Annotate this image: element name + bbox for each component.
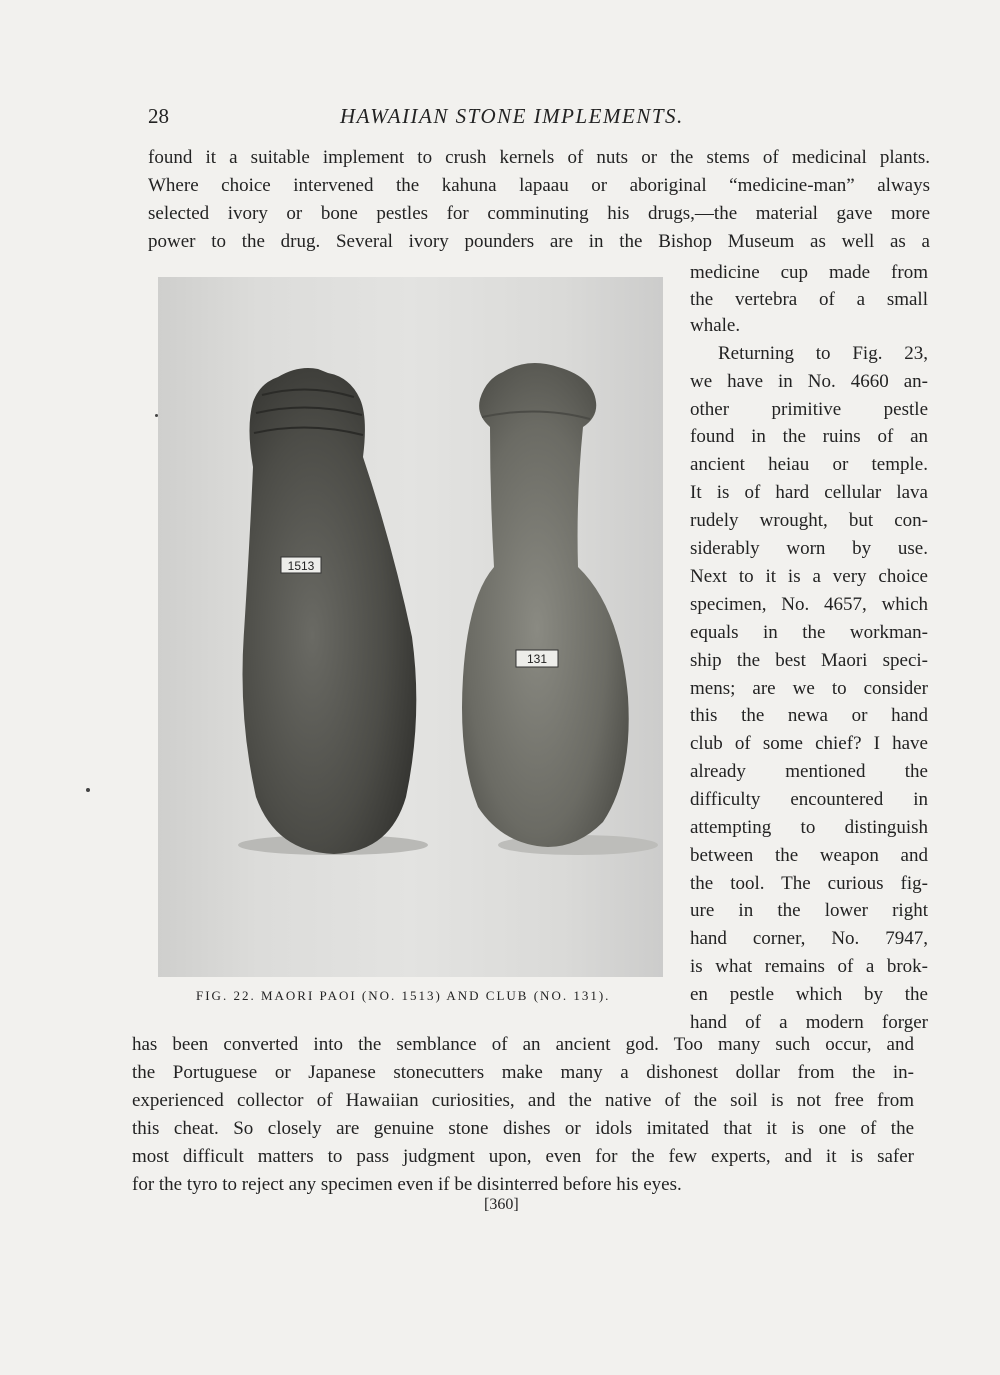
scan-speck: [86, 788, 90, 792]
text-line: the tool. The curious fig-: [690, 873, 928, 894]
figure-photograph: [158, 277, 663, 977]
text-line: club of some chief? I have: [690, 733, 928, 754]
text-line: ancient heiau or temple.: [690, 454, 928, 475]
text-line: mens; are we to consider: [690, 678, 928, 699]
text-line: difficulty encountered in: [690, 789, 928, 810]
text-line: found it a suitable implement to crush kernels of nuts or the stems of medicinal plants.: [148, 147, 930, 168]
text-line: this cheat. So closely are genuine stone dishes or idols imitated that it is one of the: [132, 1118, 914, 1139]
text-line: siderably worn by use.: [690, 538, 928, 559]
paoi-pestle-1513: [243, 368, 417, 854]
text-line: whale.: [690, 315, 741, 336]
scan-speck: [155, 414, 158, 417]
folio-number: [360]: [484, 1196, 519, 1213]
text-line: power to the drug. Several ivory pounders are in the Bishop Museum as well as a: [148, 231, 930, 252]
text-line: most difficult matters to pass judgment upon, even for the few experts, and it is safer: [132, 1146, 914, 1167]
text-line: hand corner, No. 7947,: [690, 928, 928, 949]
text-line: the Portuguese or Japanese stonecutters make many a dishonest dollar from the in-: [132, 1062, 914, 1083]
specimen-label-1513: 1513: [287, 559, 315, 573]
text-line: already mentioned the: [690, 761, 928, 782]
text-line: selected ivory or bone pestles for comminuting his drugs,—the material gave more: [148, 203, 930, 224]
text-line: has been converted into the semblance of an ancient god. Too many such occur, and: [132, 1034, 914, 1055]
text-line: It is of hard cellular lava: [690, 482, 928, 503]
text-line: is what remains of a brok-: [690, 956, 928, 977]
text-line: we have in No. 4660 an-: [690, 371, 928, 392]
text-line: Next to it is a very choice: [690, 566, 928, 587]
text-line: attempting to distinguish: [690, 817, 928, 838]
text-line: between the weapon and: [690, 845, 928, 866]
specimen-label-131: 131: [526, 652, 548, 666]
club-131: [462, 363, 629, 847]
text-line: this the newa or hand: [690, 705, 928, 726]
text-line: medicine cup made from: [690, 262, 928, 283]
text-line: hand of a modern forger: [690, 1012, 928, 1033]
text-line: specimen, No. 4657, which: [690, 594, 928, 615]
text-line: ure in the lower right: [690, 900, 928, 921]
running-title: HAWAIIAN STONE IMPLEMENTS.: [340, 104, 684, 128]
figure-caption: FIG. 22. MAORI PAOI (NO. 1513) AND CLUB (NO. 131).: [196, 988, 611, 1003]
text-line: ship the best Maori speci-: [690, 650, 928, 671]
text-line: equals in the workman-: [690, 622, 928, 643]
text-line: rudely wrought, but con-: [690, 510, 928, 531]
page-header: [148, 104, 748, 134]
text-line: other primitive pestle: [690, 399, 928, 420]
text-line: found in the ruins of an: [690, 426, 928, 447]
text-line: Returning to Fig. 23,: [718, 343, 928, 364]
text-line: en pestle which by the: [690, 984, 928, 1005]
text-line: for the tyro to reject any specimen even if be disinterred before his eyes.: [132, 1174, 682, 1195]
text-line: experienced collector of Hawaiian curiosities, and the native of the soil is not free from: [132, 1090, 914, 1111]
page-number: 28: [148, 104, 169, 128]
text-line: the vertebra of a small: [690, 289, 928, 310]
text-line: Where choice intervened the kahuna lapaau or aboriginal “medicine-man” always: [148, 175, 930, 196]
